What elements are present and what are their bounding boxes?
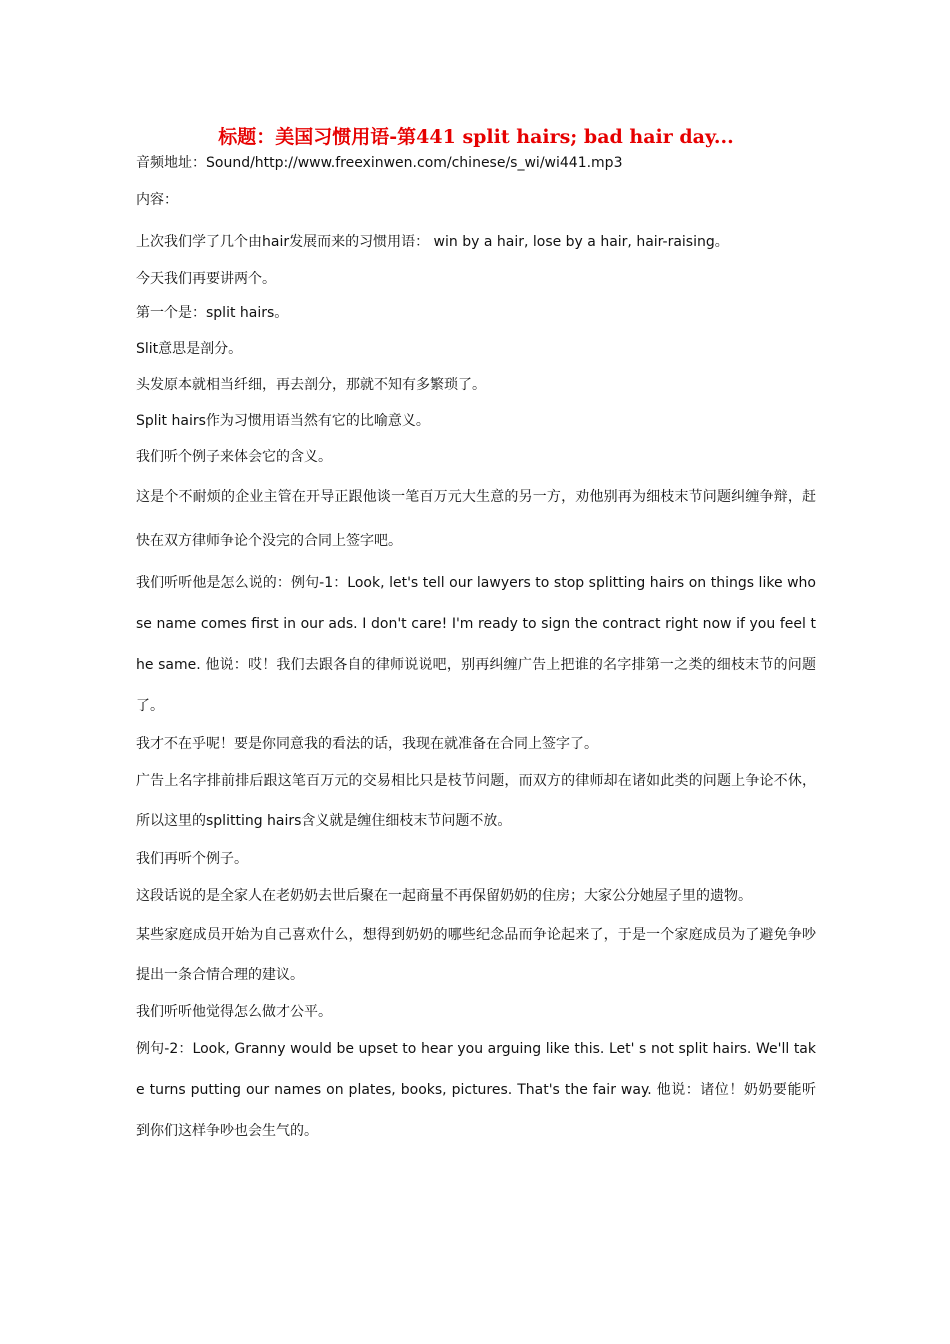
audio-address: 音频地址：Sound/http://www.freexinwen.com/chinese/s_wi/wi441.mp3 (136, 155, 623, 171)
paragraph: 我们听个例子来体会它的含义。 (136, 449, 332, 465)
paragraph-example-1: 我们听听他是怎么说的：例句-1：Look, let's tell our lawyers to stop splitting hairs on things like whose name comes first in our ads. I don't care! I'm ready to sign the contract right now if you feel the same. 他说：哎！我们去跟各自的律师说说吧，别再纠缠广告上把谁的名字排第一之类的细枝末节的问题了。 (136, 575, 816, 714)
paragraph-intro: 上次我们学了几个由hair发展而来的习惯用语： win by a hair, lose by a hair, hair-raising。 (136, 234, 729, 250)
paragraph: 第一个是：split hairs。 (136, 305, 289, 321)
paragraph: Slit意思是剖分。 (136, 341, 243, 357)
paragraph: 这段话说的是全家人在老奶奶去世后聚在一起商量不再保留奶奶的住房；大家公分她屋子里的遗物。 (136, 888, 752, 904)
paragraph: 这是个不耐烦的企业主管在开导正跟他谈一笔百万元大生意的另一方，劝他别再为细枝末节问题纠缠争辩，赶快在双方律师争论个没完的合同上签字吧。 (136, 489, 816, 549)
paragraph: 今天我们再要讲两个。 (136, 271, 276, 287)
paragraph: 广告上名字排前排后跟这笔百万元的交易相比只是枝节问题，而双方的律师却在诸如此类的问题上争论不休，所以这里的splitting hairs含义就是缠住细枝末节问题不放。 (136, 773, 816, 829)
paragraph: 头发原本就相当纤细，再去剖分，那就不知有多繁琐了。 (136, 377, 486, 393)
paragraph: 我们听听他觉得怎么做才公平。 (136, 1004, 332, 1020)
paragraph: 我才不在乎呢！要是你同意我的看法的话，我现在就准备在合同上签字了。 (136, 736, 598, 752)
content-label: 内容： (136, 192, 178, 208)
document-title: 标题：美国习惯用语-第441 split hairs; bad hair day... (218, 126, 734, 148)
paragraph-example-2: 例句-2：Look, Granny would be upset to hear you arguing like this. Let' s not split hairs. We'll take turns putting our names on plates, books, pictures. That's the fair way. 他说：诸位！奶奶要能听到你们这样争吵也会生气的。 (136, 1041, 816, 1139)
paragraph: Split hairs作为习惯用语当然有它的比喻意义。 (136, 413, 430, 429)
paragraph: 某些家庭成员开始为自己喜欢什么，想得到奶奶的哪些纪念品而争论起来了，于是一个家庭成员为了避免争吵提出一条合情合理的建议。 (136, 927, 816, 983)
paragraph: 我们再听个例子。 (136, 851, 248, 867)
document-body (136, 148, 816, 1152)
